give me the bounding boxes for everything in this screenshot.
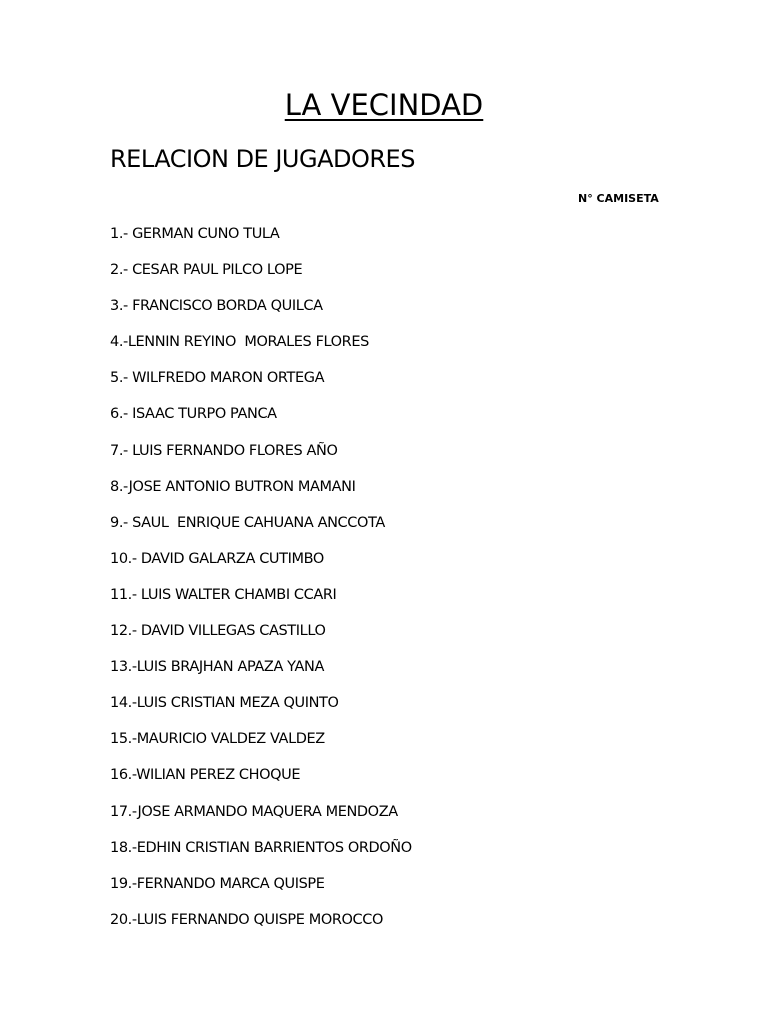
- player-item: 11.- LUIS WALTER CHAMBI CCARI: [110, 586, 337, 603]
- player-list: [110, 224, 412, 946]
- player-item: 8.-JOSE ANTONIO BUTRON MAMANI: [110, 478, 356, 495]
- player-item: 14.-LUIS CRISTIAN MEZA QUINTO: [110, 695, 339, 712]
- player-item: 1.- GERMAN CUNO TULA: [110, 226, 280, 242]
- player-item: 19.-FERNANDO MARCA QUISPE: [110, 875, 325, 892]
- player-item: 10.- DAVID GALARZA CUTIMBO: [110, 550, 324, 567]
- player-item: 5.- WILFREDO MARON ORTEGA: [110, 370, 325, 387]
- player-item: 13.-LUIS BRAJHAN APAZA YANA: [110, 659, 324, 676]
- document-title: LA VECINDAD: [284, 88, 484, 122]
- player-item: 9.- SAUL ENRIQUE CAHUANA ANCCOTA: [110, 514, 385, 531]
- player-item: 3.- FRANCISCO BORDA QUILCA: [110, 298, 323, 315]
- player-item: 20.-LUIS FERNANDO QUISPE MOROCCO: [110, 911, 384, 928]
- document-subtitle: RELACION DE JUGADORES: [110, 145, 415, 173]
- player-item: 16.-WILIAN PEREZ CHOQUE: [110, 767, 301, 784]
- player-item: 17.-JOSE ARMANDO MAQUERA MENDOZA: [110, 803, 398, 820]
- column-header-camiseta: N° CAMISETA: [578, 192, 659, 205]
- player-item: 7.- LUIS FERNANDO FLORES AÑO: [110, 442, 338, 459]
- player-item: 4.-LENNIN REYINO MORALES FLORES: [110, 334, 369, 351]
- player-item: 12.- DAVID VILLEGAS CASTILLO: [110, 623, 326, 640]
- player-item: 15.-MAURICIO VALDEZ VALDEZ: [110, 731, 325, 748]
- player-item: 6.- ISAAC TURPO PANCA: [110, 406, 277, 423]
- player-item: 18.-EDHIN CRISTIAN BARRIENTOS ORDOÑO: [110, 839, 412, 856]
- player-item: 2.- CESAR PAUL PILCO LOPE: [110, 262, 303, 279]
